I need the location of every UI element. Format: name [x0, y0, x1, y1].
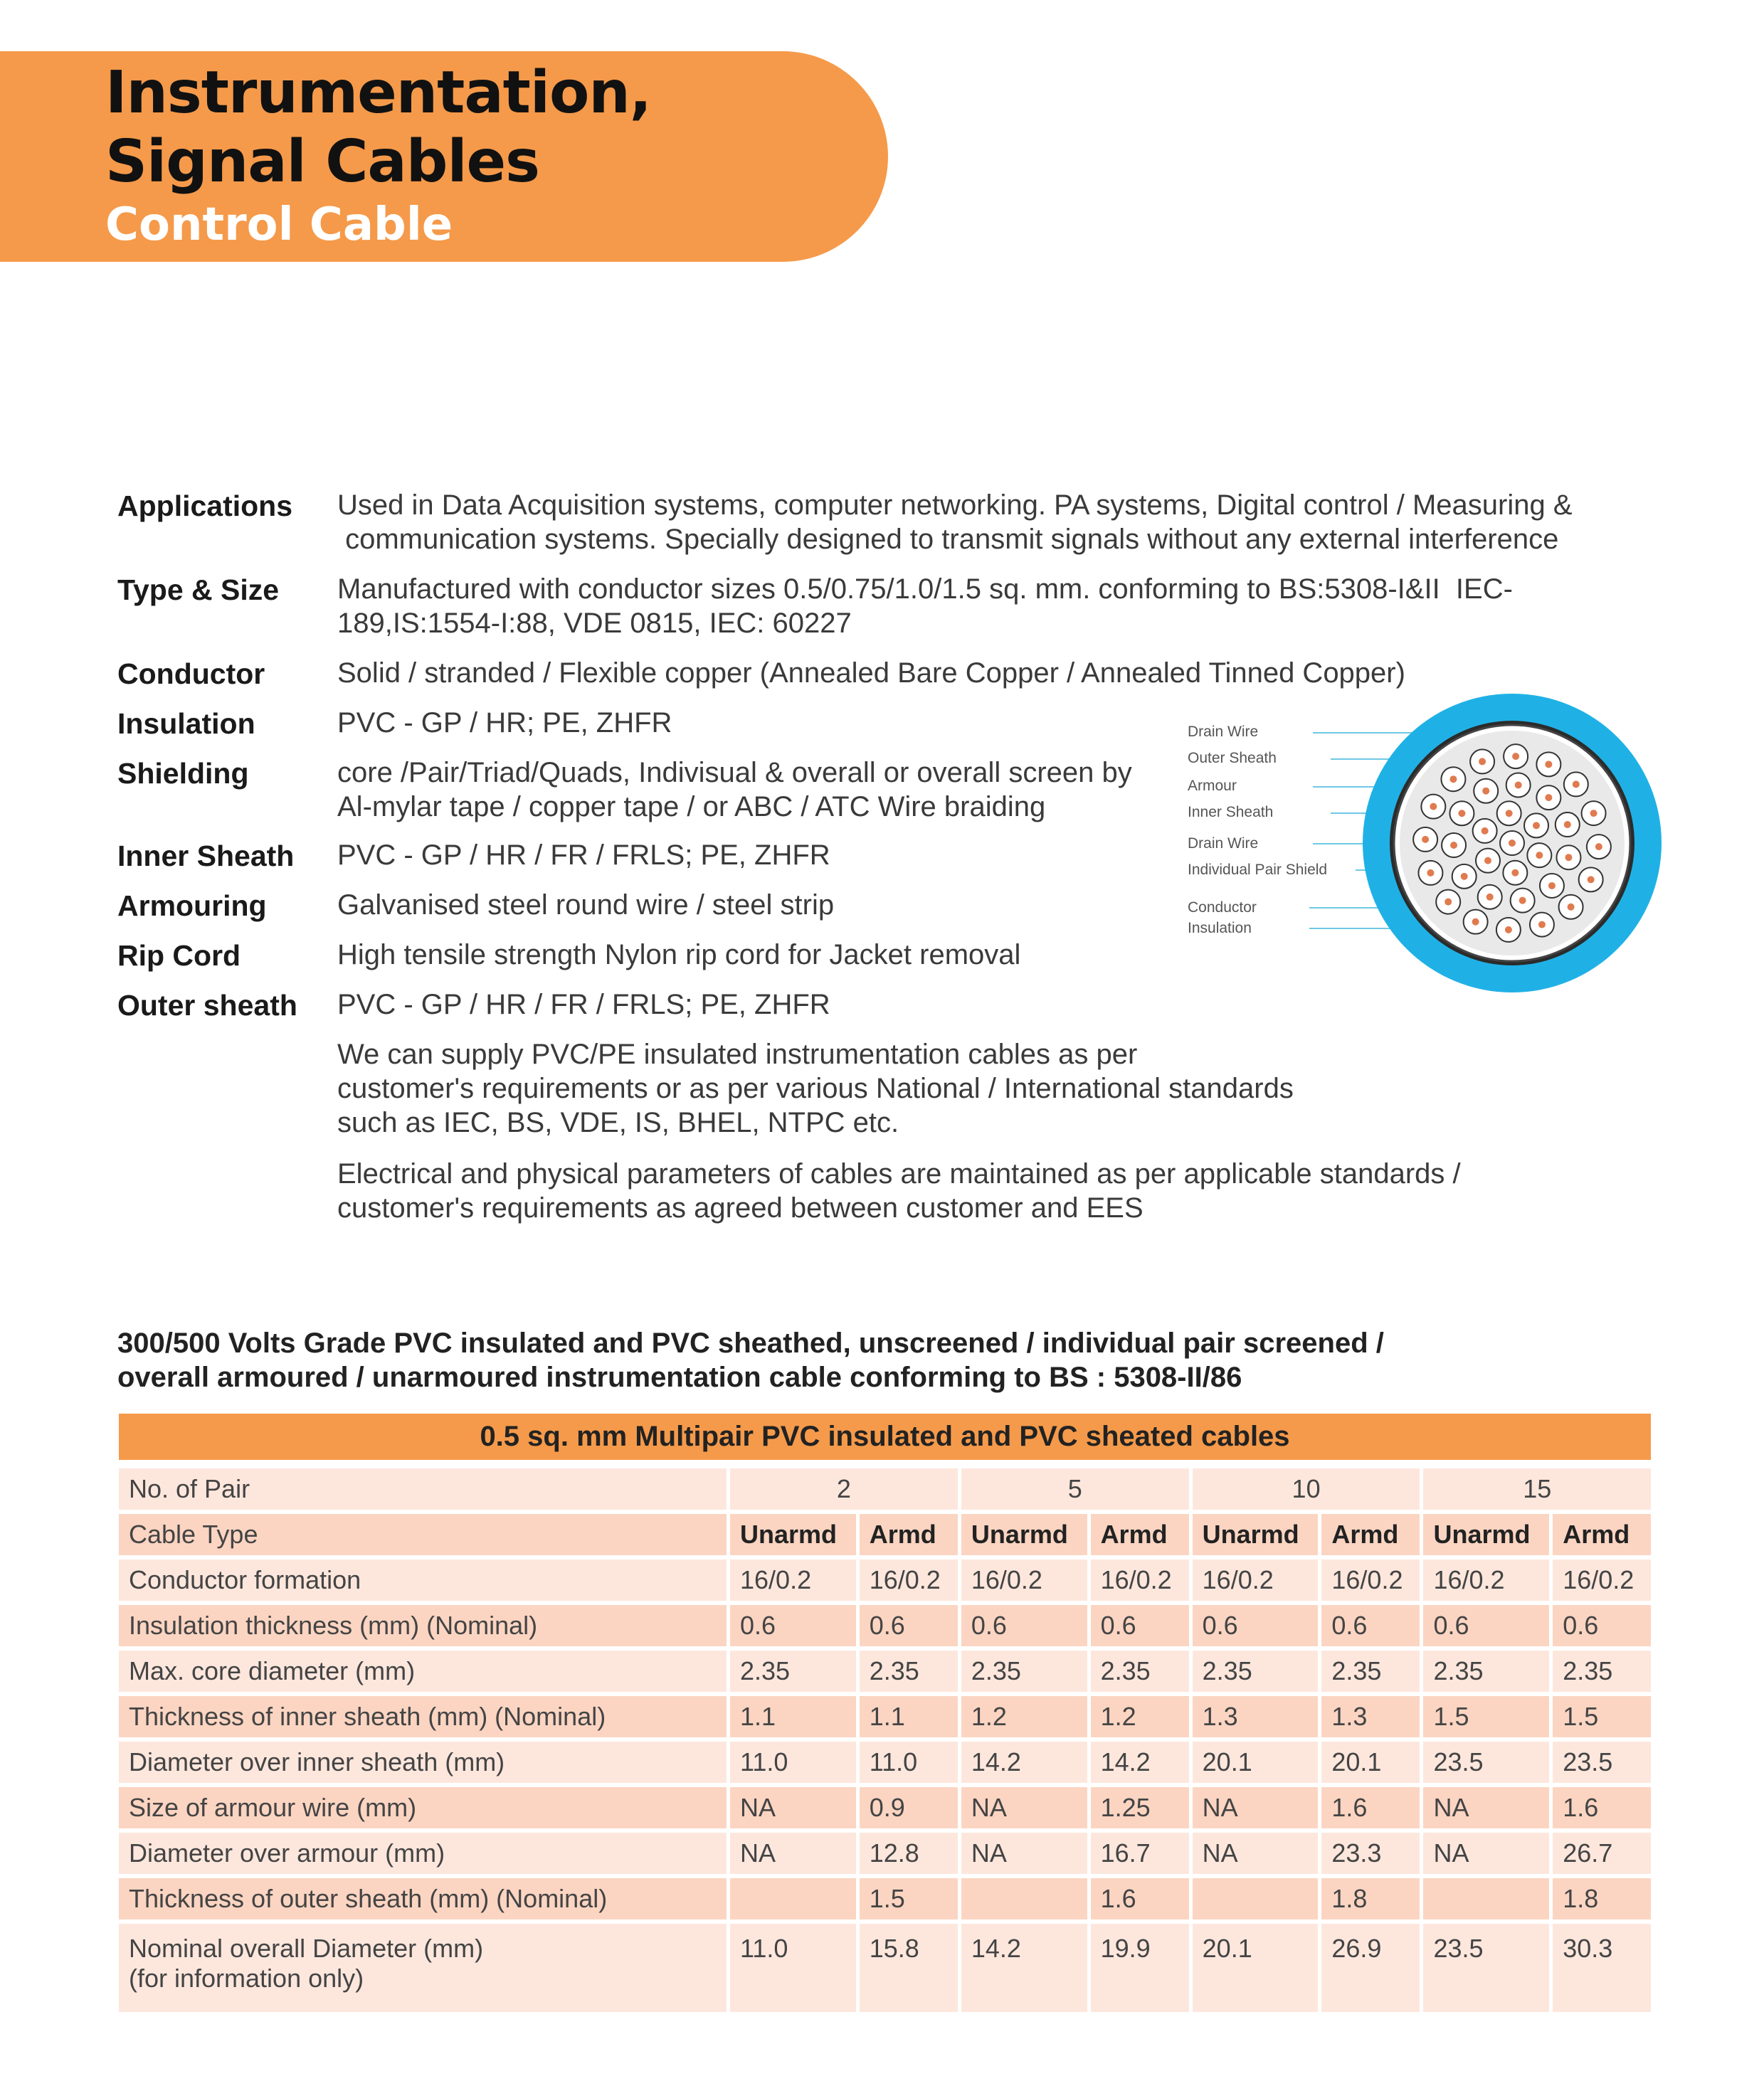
- conductor-dot: [1505, 926, 1512, 933]
- conductor-dot: [1545, 761, 1552, 768]
- callout-insulation: Insulation: [1188, 920, 1252, 936]
- row-label: Diameter over inner sheath (mm): [119, 1742, 730, 1783]
- conductor-dot: [1536, 852, 1543, 859]
- title-line-2: Signal Cables: [105, 128, 539, 196]
- spec-line: Al-mylar tape / copper tape / or ABC / ATC Wire braiding: [337, 791, 1046, 822]
- note-line: customer's requirements as agreed between customer and EES: [337, 1192, 1144, 1224]
- table-cell: 0.6: [1193, 1605, 1322, 1646]
- table-cell: 15.8: [860, 1924, 961, 2012]
- spec-value-outer-sheath: [337, 987, 830, 1022]
- note-line: Electrical and physical parameters of cables are maintained as per applicable standards /: [337, 1158, 1461, 1190]
- spec-label-rip-cord: Rip Cord: [117, 939, 241, 972]
- table-cell: 1.2: [1091, 1696, 1193, 1737]
- table-cell: [1423, 1878, 1553, 1919]
- spec-line: PVC - GP / HR / FR / FRLS; PE, ZHFR: [337, 840, 830, 871]
- table-cell: 2.35: [730, 1651, 860, 1692]
- spec-value-applications: [337, 488, 1573, 556]
- table-cell: 1.6: [1091, 1878, 1193, 1919]
- table-cell: 16/0.2: [1553, 1559, 1651, 1601]
- spec-label-inner-sheath: Inner Sheath: [117, 840, 295, 872]
- row-label: No. of Pair: [119, 1468, 730, 1510]
- table-cell: 16/0.2: [1091, 1559, 1193, 1601]
- table-cell: 14.2: [961, 1924, 1091, 2012]
- note-line: We can supply PVC/PE insulated instrumentation cables as per: [337, 1039, 1138, 1070]
- table-cell: 0.6: [961, 1605, 1091, 1646]
- table-cell: 16/0.2: [860, 1559, 961, 1601]
- conductor-dot: [1515, 781, 1522, 788]
- conductor-dot: [1430, 803, 1437, 810]
- conductor-dot: [1486, 894, 1494, 901]
- table-cell: 1.6: [1553, 1787, 1651, 1828]
- table-cell: 20.1: [1321, 1742, 1423, 1783]
- conductor-dot: [1450, 842, 1457, 849]
- table-row-pairs: [119, 1468, 1651, 1510]
- spec-label-armouring: Armouring: [117, 889, 267, 922]
- conductor-dot: [1461, 873, 1468, 880]
- table-cell: 0.6: [1321, 1605, 1423, 1646]
- table-cell: 30.3: [1553, 1924, 1651, 2012]
- cable-type-cell: Unarmd: [730, 1514, 860, 1555]
- table-cell: NA: [1423, 1787, 1553, 1828]
- table-cell: 16/0.2: [1193, 1559, 1322, 1601]
- table-cell: 20.1: [1193, 1924, 1322, 2012]
- table-cell: 1.25: [1091, 1787, 1193, 1828]
- row-label: Size of armour wire (mm): [119, 1787, 730, 1828]
- conductor-dot: [1595, 843, 1602, 850]
- callout-armour: Armour: [1188, 778, 1237, 794]
- table-cell: 0.6: [730, 1605, 860, 1646]
- table-row: [119, 1833, 1651, 1874]
- table-cell: 16/0.2: [961, 1559, 1091, 1601]
- table-row: [119, 1605, 1651, 1646]
- spec-label-conductor: Conductor: [117, 657, 265, 690]
- table-cell: 16/0.2: [1423, 1559, 1553, 1601]
- spec-value-rip-cord: [337, 938, 1020, 972]
- conductor-dot: [1590, 810, 1597, 817]
- table-row: [119, 1742, 1651, 1783]
- conductor-dot: [1565, 854, 1572, 861]
- conductor-dot: [1479, 758, 1486, 765]
- table-cell: NA: [730, 1787, 860, 1828]
- spec-value-insulation: [337, 706, 672, 740]
- row-label: Conductor formation: [119, 1559, 730, 1601]
- table-cell: 0.9: [860, 1787, 961, 1828]
- table-row: [119, 1651, 1651, 1692]
- table-cell: NA: [1193, 1833, 1322, 1874]
- spec-label-applications: Applications: [117, 489, 293, 522]
- spec-label-type-size: Type & Size: [117, 573, 280, 606]
- table-cell: 26.9: [1321, 1924, 1423, 2012]
- table-title-line: 300/500 Volts Grade PVC insulated and PVC sheathed, unscreened / individual pair screened /: [117, 1328, 1384, 1359]
- conductor-dot: [1482, 788, 1489, 795]
- spec-line: 189,IS:1554-I:88, VDE 0815, IEC: 60227: [337, 608, 852, 639]
- table-cell: 19.9: [1091, 1924, 1193, 2012]
- cable-type-cell: Unarmd: [1423, 1514, 1553, 1555]
- table-cell: 16.7: [1091, 1833, 1193, 1874]
- table-cell: 2.35: [1091, 1651, 1193, 1692]
- title-banner: [0, 51, 888, 262]
- cable-type-cell: Unarmd: [1193, 1514, 1322, 1555]
- conductor-dot: [1519, 897, 1526, 904]
- conductor-dot: [1506, 810, 1513, 817]
- note-standards: [337, 1037, 1294, 1140]
- table-cell: 1.5: [1423, 1696, 1553, 1737]
- cable-type-cell: Armd: [860, 1514, 961, 1555]
- row-label: Thickness of inner sheath (mm) (Nominal): [119, 1696, 730, 1737]
- table-cell: 0.6: [1423, 1605, 1553, 1646]
- table-cell: 1.8: [1321, 1878, 1423, 1919]
- spec-line: Manufactured with conductor sizes 0.5/0.75/1.0/1.5 sq. mm. conforming to BS:5308-I&II IEC-: [337, 573, 1513, 605]
- cable-cross-section-diagram: [1178, 683, 1669, 996]
- row-label: [119, 1924, 730, 2012]
- conductor-dot: [1427, 869, 1434, 877]
- row-label: Thickness of outer sheath (mm) (Nominal): [119, 1878, 730, 1919]
- table-cell: 2.35: [1553, 1651, 1651, 1692]
- table-cell: 1.1: [860, 1696, 961, 1737]
- table-header-bar: 0.5 sq. mm Multipair PVC insulated and PVC sheated cables: [119, 1414, 1651, 1460]
- cable-type-cell: Armd: [1321, 1514, 1423, 1555]
- table-cell: 1.8: [1553, 1878, 1651, 1919]
- row-label: Max. core diameter (mm): [119, 1651, 730, 1692]
- callout-individual-pair-shield: Individual Pair Shield: [1188, 862, 1328, 878]
- table-cell: 2.35: [1423, 1651, 1553, 1692]
- table-cell: 0.6: [860, 1605, 961, 1646]
- row-label: Cable Type: [119, 1514, 730, 1555]
- spec-value-inner-sheath: [337, 838, 830, 872]
- spec-line: core /Pair/Triad/Quads, Indivisual & overall or overall screen by: [337, 757, 1132, 788]
- conductor-dot: [1545, 794, 1552, 801]
- conductor-dot: [1533, 822, 1540, 829]
- table-cell: [961, 1878, 1091, 1919]
- table-cell: 1.3: [1193, 1696, 1322, 1737]
- table-cell: 11.0: [730, 1924, 860, 2012]
- table-row-overall-diameter: [119, 1924, 1651, 2012]
- conductor-dot: [1568, 904, 1575, 911]
- table-cell: 16/0.2: [1321, 1559, 1423, 1601]
- cable-spec-table: [119, 1464, 1651, 2016]
- table-cell: [730, 1878, 860, 1919]
- callout-inner-sheath: Inner Sheath: [1188, 804, 1274, 820]
- table-cell: 16/0.2: [730, 1559, 860, 1601]
- table-cell: 23.5: [1553, 1742, 1651, 1783]
- conductor-dot: [1484, 857, 1491, 864]
- cable-type-cell: Unarmd: [961, 1514, 1091, 1555]
- table-cell: 2.35: [860, 1651, 961, 1692]
- conductor-dot: [1509, 840, 1516, 847]
- spec-line: Used in Data Acquisition systems, computer networking. PA systems, Digital control / Measuring &: [337, 489, 1573, 521]
- table-cell: NA: [961, 1787, 1091, 1828]
- table-cell: 11.0: [860, 1742, 961, 1783]
- row-label-note: (for information only): [129, 1964, 364, 1993]
- note-line: customer's requirements or as per various National / International standards: [337, 1073, 1294, 1104]
- table-cell: 1.3: [1321, 1696, 1423, 1737]
- pair-count: 10: [1193, 1468, 1424, 1510]
- table-cell: 1.6: [1321, 1787, 1423, 1828]
- note-line: such as IEC, BS, VDE, IS, BHEL, NTPC etc.: [337, 1107, 899, 1138]
- conductor-dot: [1472, 918, 1479, 926]
- title-line-1: Instrumentation,: [105, 59, 651, 127]
- cable-type-cell: Armd: [1091, 1514, 1193, 1555]
- table-cell: 14.2: [961, 1742, 1091, 1783]
- table-row: [119, 1787, 1651, 1828]
- conductor-dot: [1449, 775, 1457, 783]
- table-cell: 12.8: [860, 1833, 961, 1874]
- cable-drawing: [1178, 683, 1669, 996]
- table-cell: 14.2: [1091, 1742, 1193, 1783]
- table-cell: [1193, 1878, 1322, 1919]
- table-title-line: overall armoured / unarmoured instrumentation cable conforming to BS : 5308-II/86: [117, 1362, 1242, 1393]
- pair-count: 15: [1423, 1468, 1651, 1510]
- table-cell: 2.35: [1193, 1651, 1322, 1692]
- conductor-dot: [1512, 753, 1519, 760]
- callout-drain-wire-2: Drain Wire: [1188, 835, 1259, 852]
- callout-outer-sheath: Outer Sheath: [1188, 750, 1277, 766]
- conductor-dot: [1445, 899, 1452, 906]
- conductor-dot: [1588, 876, 1595, 883]
- table-cell: NA: [1423, 1833, 1553, 1874]
- table-cell: 2.35: [961, 1651, 1091, 1692]
- table-cell: NA: [961, 1833, 1091, 1874]
- conductor-dot: [1573, 780, 1580, 788]
- conductor-dot: [1538, 921, 1546, 928]
- pair-count: 2: [730, 1468, 961, 1510]
- pair-count: 5: [961, 1468, 1193, 1510]
- table-cell: 20.1: [1193, 1742, 1322, 1783]
- spec-line: PVC - GP / HR; PE, ZHFR: [337, 707, 672, 738]
- table-row: [119, 1559, 1651, 1601]
- callout-drain-wire: Drain Wire: [1188, 724, 1259, 740]
- spec-label-insulation: Insulation: [117, 707, 255, 740]
- table-cell: 1.5: [860, 1878, 961, 1919]
- subtitle: Control Cable: [105, 198, 453, 251]
- conductor-dot: [1482, 827, 1489, 835]
- spec-line: Solid / stranded / Flexible copper (Annealed Bare Copper / Annealed Tinned Copper): [337, 657, 1405, 689]
- spec-line: Galvanised steel round wire / steel strip: [337, 889, 835, 921]
- spec-value-shielding: [337, 756, 1132, 824]
- table-cell: 26.7: [1553, 1833, 1651, 1874]
- table-cell: NA: [730, 1833, 860, 1874]
- table-cell: 1.1: [730, 1696, 860, 1737]
- cable-type-cell: Armd: [1553, 1514, 1651, 1555]
- row-label: Insulation thickness (mm) (Nominal): [119, 1605, 730, 1646]
- spec-label-shielding: Shielding: [117, 757, 249, 790]
- row-label-line: Nominal overall Diameter (mm): [129, 1934, 484, 1963]
- table-cell: 0.6: [1091, 1605, 1193, 1646]
- table-cell: 23.5: [1423, 1924, 1553, 2012]
- spec-value-type-size: [337, 572, 1513, 640]
- table-cell: 1.2: [961, 1696, 1091, 1737]
- table-row: [119, 1696, 1651, 1737]
- spec-line: communication systems. Specially designed to transmit signals without any external interference: [337, 524, 1559, 555]
- table-cell: 23.3: [1321, 1833, 1423, 1874]
- conductor-dot: [1458, 810, 1465, 817]
- table-cell: 23.5: [1423, 1742, 1553, 1783]
- spec-line: PVC - GP / HR / FR / FRLS; PE, ZHFR: [337, 989, 830, 1020]
- note-parameters: [337, 1157, 1461, 1225]
- table-cell: 11.0: [730, 1742, 860, 1783]
- table-cell: 2.35: [1321, 1651, 1423, 1692]
- table-cell: 1.5: [1553, 1696, 1651, 1737]
- spec-line: High tensile strength Nylon rip cord for Jacket removal: [337, 939, 1021, 970]
- table-row-cable-type: [119, 1514, 1651, 1555]
- table-title: [117, 1326, 1384, 1394]
- row-label: Diameter over armour (mm): [119, 1833, 730, 1874]
- table-cell: 0.6: [1553, 1605, 1651, 1646]
- callout-conductor: Conductor: [1188, 899, 1257, 916]
- table-row: [119, 1878, 1651, 1919]
- conductor-dot: [1422, 836, 1429, 843]
- spec-value-armouring: [337, 888, 834, 922]
- conductor-dot: [1548, 882, 1556, 889]
- conductor-dot: [1511, 869, 1519, 877]
- spec-label-outer-sheath: Outer sheath: [117, 989, 297, 1022]
- conductor-dot: [1564, 821, 1571, 828]
- table-cell: NA: [1193, 1787, 1322, 1828]
